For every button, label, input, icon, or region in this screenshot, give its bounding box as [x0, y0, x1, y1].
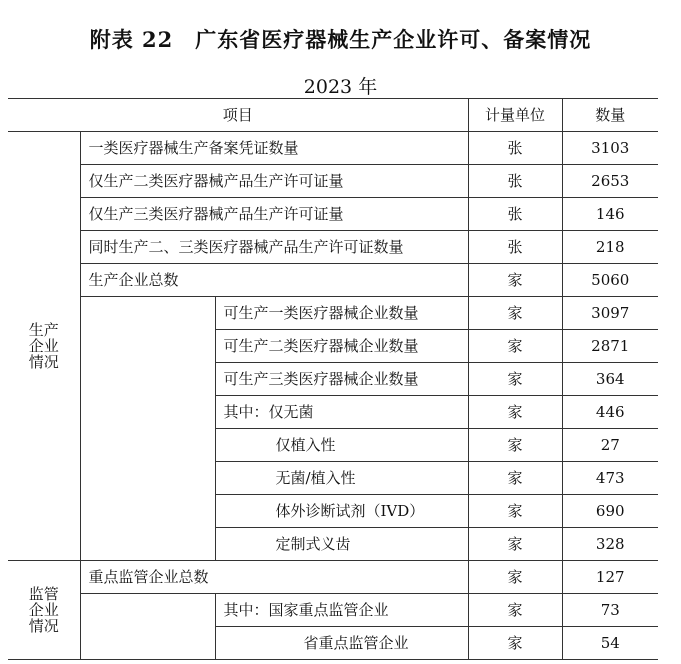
- row-value: 473: [562, 462, 658, 495]
- row-label: 同时生产二、三类医疗器械产品生产许可证数量: [80, 231, 468, 264]
- row-value: 328: [562, 528, 658, 561]
- row-value: 5060: [562, 264, 658, 297]
- row-value: 3103: [562, 132, 658, 165]
- row-value: 690: [562, 495, 658, 528]
- row-label: 可生产一类医疗器械企业数量: [215, 297, 468, 330]
- row-unit: 张: [468, 231, 562, 264]
- row-value: 2653: [562, 165, 658, 198]
- table-row: [8, 561, 658, 594]
- table-row: [8, 231, 658, 264]
- data-table: [8, 98, 658, 660]
- header-item: 项目: [8, 99, 468, 132]
- row-label: 仅植入性: [215, 429, 468, 462]
- row-unit: 家: [468, 363, 562, 396]
- row-label: 仅生产三类医疗器械产品生产许可证量: [80, 198, 468, 231]
- indent-spacer: [80, 297, 215, 561]
- table-row: [8, 297, 658, 330]
- row-label: 重点监管企业总数: [80, 561, 468, 594]
- page-title: 附表 22 广东省医疗器械生产企业许可、备案情况: [89, 27, 592, 52]
- year-subtitle: 2023 年: [303, 76, 378, 98]
- table-row: [8, 165, 658, 198]
- row-unit: 家: [468, 528, 562, 561]
- row-label: 无菌/植入性: [215, 462, 468, 495]
- table-row: [8, 132, 658, 165]
- row-value: 218: [562, 231, 658, 264]
- row-unit: 家: [468, 495, 562, 528]
- table-header-row: [8, 99, 658, 132]
- row-value: 364: [562, 363, 658, 396]
- row-value: 73: [562, 594, 658, 627]
- row-label: 一类医疗器械生产备案凭证数量: [80, 132, 468, 165]
- row-label: 可生产三类医疗器械企业数量: [215, 363, 468, 396]
- header-count: 数量: [562, 99, 658, 132]
- group-label-production: 生产企业情况: [8, 132, 80, 561]
- group-label-supervision: 监管企业情况: [8, 561, 80, 660]
- table-row: [8, 594, 658, 627]
- row-unit: 家: [468, 297, 562, 330]
- row-unit: 家: [468, 264, 562, 297]
- row-label: 仅生产二类医疗器械产品生产许可证量: [80, 165, 468, 198]
- row-value: 54: [562, 627, 658, 660]
- row-value: 27: [562, 429, 658, 462]
- table-row: [8, 264, 658, 297]
- row-label: 可生产二类医疗器械企业数量: [215, 330, 468, 363]
- row-unit: 家: [468, 396, 562, 429]
- row-label: 定制式义齿: [215, 528, 468, 561]
- row-unit: 张: [468, 165, 562, 198]
- row-unit: 张: [468, 132, 562, 165]
- row-unit: 家: [468, 561, 562, 594]
- row-unit: 家: [468, 594, 562, 627]
- row-unit: 家: [468, 330, 562, 363]
- header-unit: 计量单位: [468, 99, 562, 132]
- row-label: 其中：国家重点监管企业: [215, 594, 468, 627]
- row-value: 127: [562, 561, 658, 594]
- row-label: 其中：仅无菌: [215, 396, 468, 429]
- row-unit: 家: [468, 462, 562, 495]
- row-value: 3097: [562, 297, 658, 330]
- row-unit: 家: [468, 429, 562, 462]
- row-value: 446: [562, 396, 658, 429]
- row-value: 146: [562, 198, 658, 231]
- row-label: 生产企业总数: [80, 264, 468, 297]
- indent-spacer: [80, 594, 215, 660]
- row-label: 体外诊断试剂（IVD）: [215, 495, 468, 528]
- row-label: 省重点监管企业: [215, 627, 468, 660]
- row-unit: 张: [468, 198, 562, 231]
- table-row: [8, 198, 658, 231]
- row-value: 2871: [562, 330, 658, 363]
- row-unit: 家: [468, 627, 562, 660]
